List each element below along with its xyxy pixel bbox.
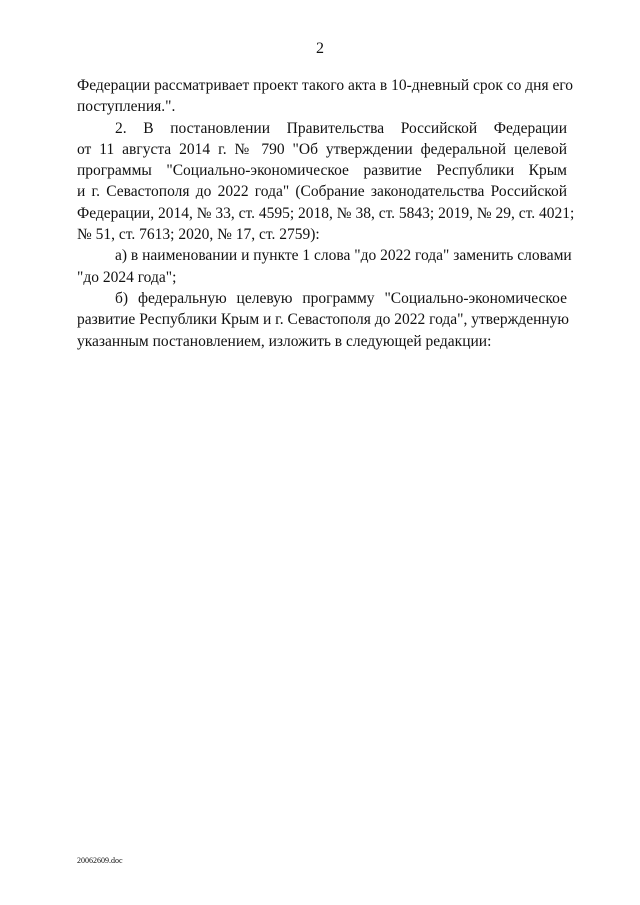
paragraph-continuation (77, 75, 574, 118)
paragraph-subitem-b (77, 288, 567, 352)
text-line: указанным постановлением, изложить в следующей редакции: (77, 332, 492, 350)
document-body (77, 75, 575, 352)
text-line: программы "Социально-экономическое развитие Республики Крым (77, 162, 567, 180)
text-line: и г. Севастополя до 2022 года" (Собрание законодательства Российской (77, 183, 567, 201)
text-line: 2. В постановлении Правительства Российской Федерации (115, 119, 567, 137)
paragraph-subitem-a (77, 245, 572, 288)
text-line: Федерации, 2014, № 33, ст. 4595; 2018, № 38, ст. 5843; 2019, № 29, ст. 4021; (77, 204, 575, 222)
text-line: поступления.". (77, 98, 176, 116)
text-line: развитие Республики Крым и г. Севастополя до 2022 года", утвержденную (77, 311, 569, 329)
page-number: 2 (316, 40, 324, 57)
footer-file-name: 20062609.doc (77, 856, 123, 865)
paragraph-item-2 (77, 118, 575, 246)
text-line: № 51, ст. 7613; 2020, № 17, ст. 2759): (77, 226, 320, 244)
text-line: б) федеральную целевую программу "Социально-экономическое (115, 289, 567, 307)
text-line: Федерации рассматривает проект такого акта в 10-дневный срок со дня его (77, 77, 574, 94)
text-line: "до 2024 года"; (77, 268, 177, 286)
text-line: а) в наименовании и пункте 1 слова "до 2022 года" заменить словами (115, 247, 572, 265)
text-line: от 11 августа 2014 г. № 790 "Об утверждении федеральной целевой (77, 140, 567, 158)
